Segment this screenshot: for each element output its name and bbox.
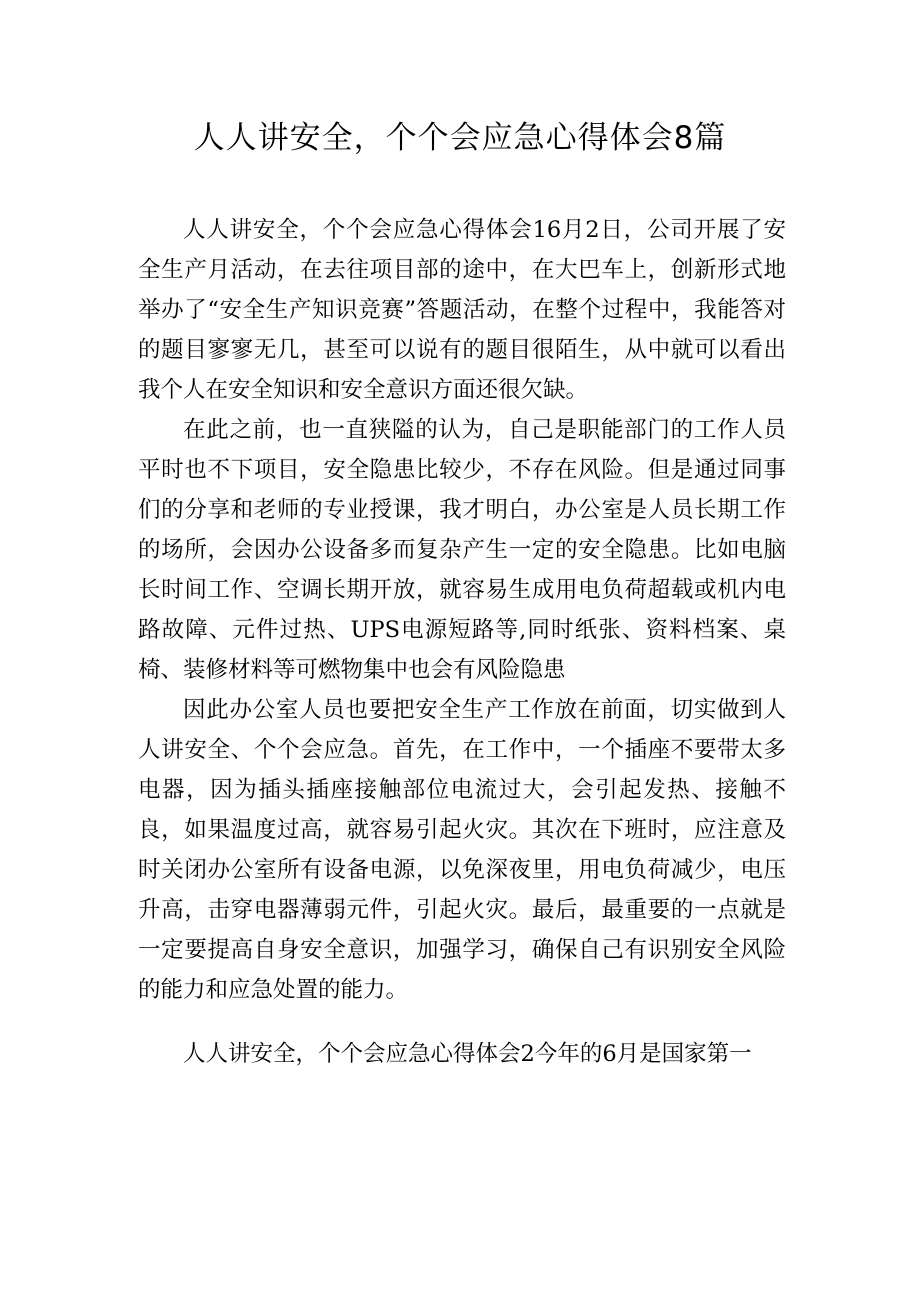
document-title: 人人讲安全，个个会应急心得体会8篇 [193, 120, 727, 156]
paragraph-1: 人人讲安全，个个会应急心得体会16月2日，公司开展了安全生产月活动，在去往项目部的途中，在大巴车上，创新形式地举办了“安全生产知识竞赛”答题活动，在整个过程中，我能答对的题目寥寥无几，甚至可以说有的题目很陌生，从中就可以看出我个人在安全知识和安全意识方面还很欠缺。 [138, 217, 786, 403]
paragraph-4: 人人讲安全，个个会应急心得体会2今年的6月是国家第一 [183, 1041, 752, 1067]
paragraph-2: 在此之前，也一直狭隘的认为，自己是职能部门的工作人员平时也不下项目，安全隐患比较少，不存在风险。但是通过同事们的分享和老师的专业授课，我才明白，办公室是人员长期工作的场所，会因办公设备多而复杂产生一定的安全隐患。比如电脑长时间工作、空调长期开放，就容易生成用电负荷超载或机内电路故障、元件过热、UPS电源短路等,同时纸张、资料档案、桌椅、装修材料等可燃物集中也会有风险隐患 [138, 417, 786, 683]
document-body [138, 210, 786, 1074]
paragraph-3: 因此办公室人员也要把安全生产工作放在前面，切实做到人人讲安全、个个会应急。首先，在工作中，一个插座不要带太多电器，因为插头插座接触部位电流过大，会引起发热、接触不良，如果温度过高，就容易引起火灾。其次在下班时，应注意及时关闭办公室所有设备电源，以免深夜里，用电负荷减少，电压升高，击穿电器薄弱元件，引起火灾。最后，最重要的一点就是一定要提高自身安全意识，加强学习，确保自己有识别安全风险的能力和应急处置的能力。 [138, 697, 786, 1003]
